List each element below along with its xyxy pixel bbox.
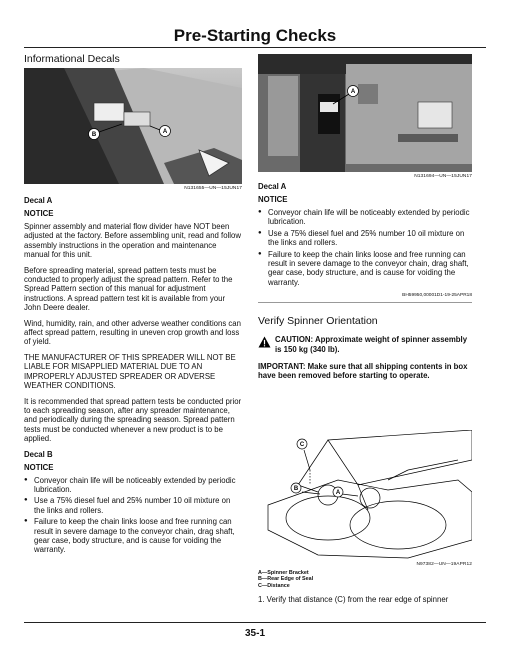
spinner-line-drawing — [258, 430, 472, 562]
decal-photo-right — [258, 54, 472, 172]
paragraph: Spinner assembly and material flow divider have NOT been adjusted at the factory. Before assembling unit, read and follow assembly instructions in the operation and maintenance manual for this unit. — [24, 222, 241, 260]
caution-text: CAUTION: Approximate weight of spinner assembly is 150 kg (340 lb). — [275, 335, 468, 354]
figure-code-left: N131655—UN—15JUN17 — [184, 186, 242, 191]
legend-item: B—Rear Edge of Seal — [258, 576, 314, 583]
diagram-callout-c: C — [299, 442, 305, 448]
right-text — [258, 182, 472, 387]
left-text — [24, 196, 242, 559]
decal-photo-left — [24, 68, 242, 184]
left-column — [24, 53, 242, 65]
list-item: ● Use a 75% diesel fuel and 25% number 10 oil mixture on the links and rollers. — [258, 229, 472, 248]
diagram-callout-a: A — [335, 490, 341, 496]
legend-item: A—Spinner Bracket — [258, 570, 309, 576]
spinner-diagram — [258, 430, 472, 562]
reference-code: BH59950,00001D1-19-25APR18 — [402, 293, 472, 299]
page-number: 35-1 — [244, 628, 265, 639]
list-item: ● Conveyor chain life will be noticeably extended by periodic lubrication. — [258, 208, 472, 227]
chain-decal-photo-illustration — [258, 54, 472, 172]
decal-a-label: Decal A — [258, 182, 287, 191]
list-item: ● Failure to keep the chain links loose and free running can result in severe damage to the conveyor chain, drag shaft, gear case, body structure, and is cause for voiding the warranty. — [258, 250, 472, 288]
verify-spinner-heading: Verify Spinner Orientation — [258, 315, 378, 328]
decal-b-label: Decal B — [24, 449, 53, 459]
page-title: Pre-Starting Checks — [173, 26, 337, 45]
legend-item: C—Distance — [258, 582, 290, 589]
decal-a-label: Decal A — [24, 196, 53, 205]
paragraph: Before spreading material, spread pattern tests must be conducted to properly adjust the spread pattern. Refer to the Spread Pattern section of this manual for adjustment instructions. A spread pattern test kit is available from your John Deere dealer. — [24, 265, 233, 313]
paragraph: Wind, humidity, rain, and other adverse weather conditions can affect spread pattern, resulting in uneven crop growth and loss of yield. — [24, 318, 241, 347]
important-text: IMPORTANT: Make sure that all shipping contents in box have been removed before starting to operate. — [258, 362, 468, 381]
informational-decals-heading: Informational Decals — [24, 53, 120, 65]
callout-a-text: A — [350, 89, 356, 95]
caution-block — [258, 335, 472, 354]
notice-label: NOTICE — [258, 195, 288, 204]
notice-b-list — [24, 476, 242, 555]
callout-a-text: A — [162, 129, 168, 135]
section-divider — [258, 302, 472, 303]
callout-b-text: B — [91, 132, 97, 138]
list-item: ● Failure to keep the chain links loose and free running can result in severe damage to the conveyor chain, drag shaft, gear case, body structure, and is cause for voiding the warranty. — [24, 517, 242, 555]
paragraph: THE MANUFACTURER OF THIS SPREADER WILL NOT BE LIABLE FOR MISAPPLIED MATERIAL DUE TO AN IMPROPERLY ADJUSTED SPREADER OR ADVERSE WEATHER CONDITIONS. — [24, 352, 236, 391]
notice-label: NOTICE — [24, 209, 54, 218]
diagram-callout-b: B — [293, 486, 299, 492]
list-item: ● Conveyor chain life will be noticeably extended by periodic lubrication. — [24, 476, 242, 495]
list-item: ● Use a 75% diesel fuel and 25% number 10 oil mixture on the links and rollers. — [24, 496, 242, 515]
step-1: 1. Verify that distance (C) from the rear edge of spinner — [258, 595, 449, 605]
warning-triangle-icon — [258, 335, 271, 353]
notice-b-label: NOTICE — [24, 462, 54, 472]
figure-code-right: N131694—UN—15JUN17 — [414, 174, 472, 179]
spreader-photo-illustration — [24, 68, 242, 184]
figure-code-diagram: N97382—UN—19APR12 — [416, 562, 472, 567]
footer-rule — [24, 622, 486, 623]
title-rule — [24, 47, 486, 48]
paragraph: It is recommended that spread pattern tests be conducted prior to each spreading season, after any spreader maintenance, and periodically during the spreading season. Spread pattern tests must be conducted whenever a new product is to be applied. — [24, 396, 242, 444]
notice-list — [258, 208, 472, 287]
diagram-legend — [258, 570, 472, 611]
